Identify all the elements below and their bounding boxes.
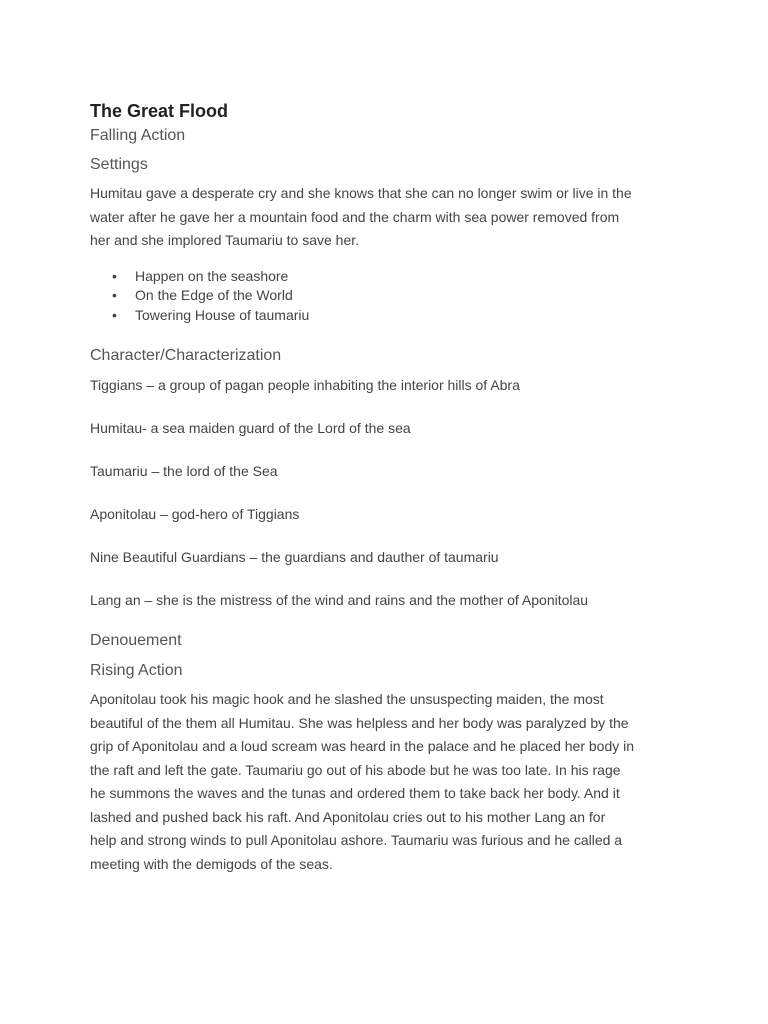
rising-action-heading: Rising Action	[90, 662, 183, 679]
paragraph-line: grip of Aponitolau and a loud scream was heard in the palace and he placed her body in	[90, 738, 635, 754]
paragraph-line: he summons the waves and the tunas and ordered them to take back her body. And it	[90, 785, 620, 801]
character-entry: Humitau- a sea maiden guard of the Lord of the sea	[90, 420, 411, 436]
rising-action-paragraph	[90, 688, 690, 876]
characters-list	[90, 375, 690, 610]
denouement-heading: Denouement	[90, 632, 182, 649]
settings-list	[90, 267, 690, 326]
character-entry: Taumariu – the lord of the Sea	[90, 463, 278, 479]
list-item	[112, 267, 690, 287]
character-entry: Lang an – she is the mistress of the wind and rains and the mother of Aponitolau	[90, 592, 589, 608]
paragraph-line: Humitau gave a desperate cry and she knows that she can no longer swim or live in the	[90, 185, 632, 201]
bullet-icon: •	[112, 306, 117, 323]
paragraph-line: lashed and pushed back his raft. And Aponitolau cries out to his mother Lang an for	[90, 808, 606, 825]
list-item-text: Towering House of taumariu	[135, 306, 310, 323]
paragraph-line: help and strong winds to pull Aponitolau ashore. Taumariu was furious and he called a	[90, 832, 623, 848]
paragraph-line: the raft and left the gate. Taumariu go out of his abode but he was too late. In his rage	[90, 761, 621, 778]
bullet-icon: •	[112, 287, 117, 303]
document-page	[90, 98, 690, 876]
paragraph-line: meeting with the demigods of the seas.	[90, 855, 333, 872]
document-title: The Great Flood	[90, 101, 229, 121]
characters-heading: Character/Characterization	[90, 347, 282, 364]
character-entry: Aponitolau – god-hero of Tiggians	[90, 506, 300, 522]
paragraph-line: her and she implored Taumariu to save her.	[90, 232, 360, 248]
list-item	[112, 306, 690, 326]
settings-heading: Settings	[90, 156, 148, 173]
list-item	[112, 286, 690, 306]
settings-paragraph	[90, 182, 690, 253]
character-entry: Nine Beautiful Guardians – the guardians and dauther of taumariu	[90, 549, 499, 565]
paragraph-line: Aponitolau took his magic hook and he slashed the unsuspecting maiden, the most	[90, 691, 604, 707]
falling-action-heading: Falling Action	[90, 127, 186, 144]
list-item-text: Happen on the seashore	[135, 267, 289, 284]
bullet-icon: •	[112, 267, 117, 284]
paragraph-line: beautiful of the them all Humitau. She was helpless and her body was paralyzed by the	[90, 714, 629, 731]
character-entry: Tiggians – a group of pagan people inhabiting the interior hills of Abra	[90, 377, 520, 393]
paragraph-line: water after he gave her a mountain food and the charm with sea power removed from	[90, 208, 620, 225]
list-item-text: On the Edge of the World	[135, 287, 293, 303]
